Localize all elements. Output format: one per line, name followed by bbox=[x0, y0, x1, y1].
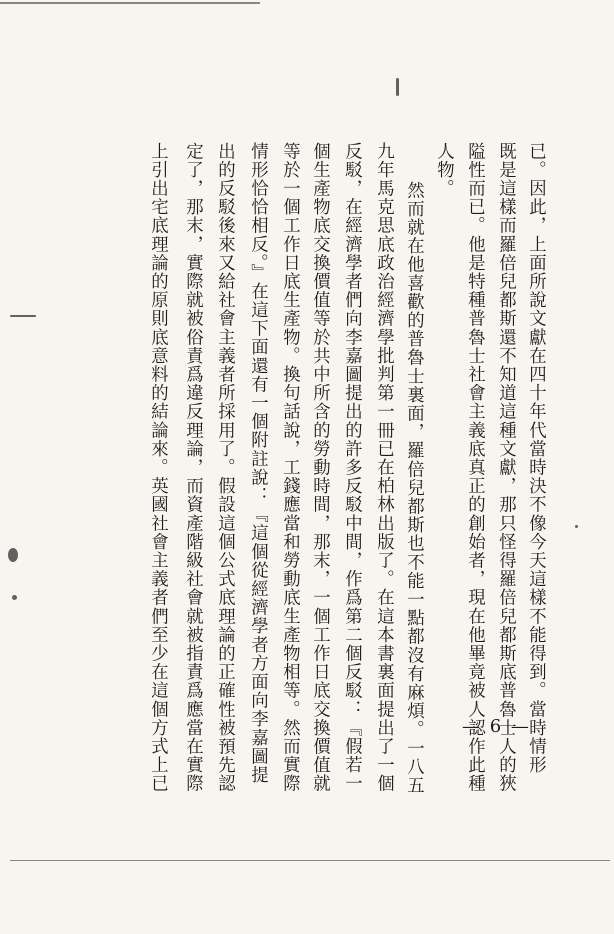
text-column-12: 定了，那末，實際就被俗責爲違反理論，而資產階級社會就被指責爲應當在實際 bbox=[182, 142, 203, 793]
text-column-8: 個生產物底交換價值等於共中所含的勞動時間，那末，一個工作日底交換價值就 bbox=[309, 142, 330, 793]
ink-speck-top bbox=[396, 78, 399, 96]
text-column-2: 既是這樣而羅倍兒都斯還不知道這種文獻，那只怪得羅倍兒都斯底普魯士人的狹 bbox=[495, 142, 516, 793]
text-column-4: 人物。 bbox=[433, 142, 454, 198]
text-column-5: 然而就在他喜歡的普魯士裏面，羅倍兒都斯也不能一點都沒有麻煩。一八五 bbox=[403, 181, 424, 795]
text-column-11: 出的反駁後來又給社會主義者所採用了。假設這個公式底理論的正確性被預先認 bbox=[214, 142, 235, 793]
ink-speck-left-3 bbox=[12, 595, 17, 600]
bottom-scan-line bbox=[10, 860, 610, 861]
ink-speck-left-2 bbox=[8, 548, 18, 562]
text-column-9: 等於一個工作日底生產物。換句話說，工錢應當和勞動底生產物相等。然而實際 bbox=[279, 142, 300, 793]
text-column-1: 已。因此，上面所說文獻在四十年代當時決不像今天這樣不能得到。當時情形 bbox=[525, 142, 546, 775]
text-column-3: 隘性而已。他是特種普魯士社會主義底真正的創始者，現在他畢竟被人認作此種 bbox=[464, 142, 485, 793]
text-column-6: 九年馬克思底政治經濟學批判第一冊已在柏林出版了。在這本書裏面提出了一個 bbox=[373, 142, 394, 793]
text-column-13: 上引出宅底理論的原則底意料的結論來。英國社會主義者們至少在這個方式上已 bbox=[147, 142, 168, 793]
ink-speck-left-1 bbox=[10, 315, 36, 317]
ink-speck-right bbox=[575, 525, 578, 528]
top-scan-line bbox=[0, 2, 260, 4]
page-number: — 6 — bbox=[462, 716, 531, 737]
text-column-10: 情形恰恰相反。』在這下面還有一個附註說：『這個從經濟學者方面向李嘉圖提 bbox=[247, 142, 268, 785]
text-column-7: 反駁，在經濟學者們向李嘉圖提出的許多反駁中間，作爲第二個反駁：『假若一 bbox=[341, 142, 362, 793]
